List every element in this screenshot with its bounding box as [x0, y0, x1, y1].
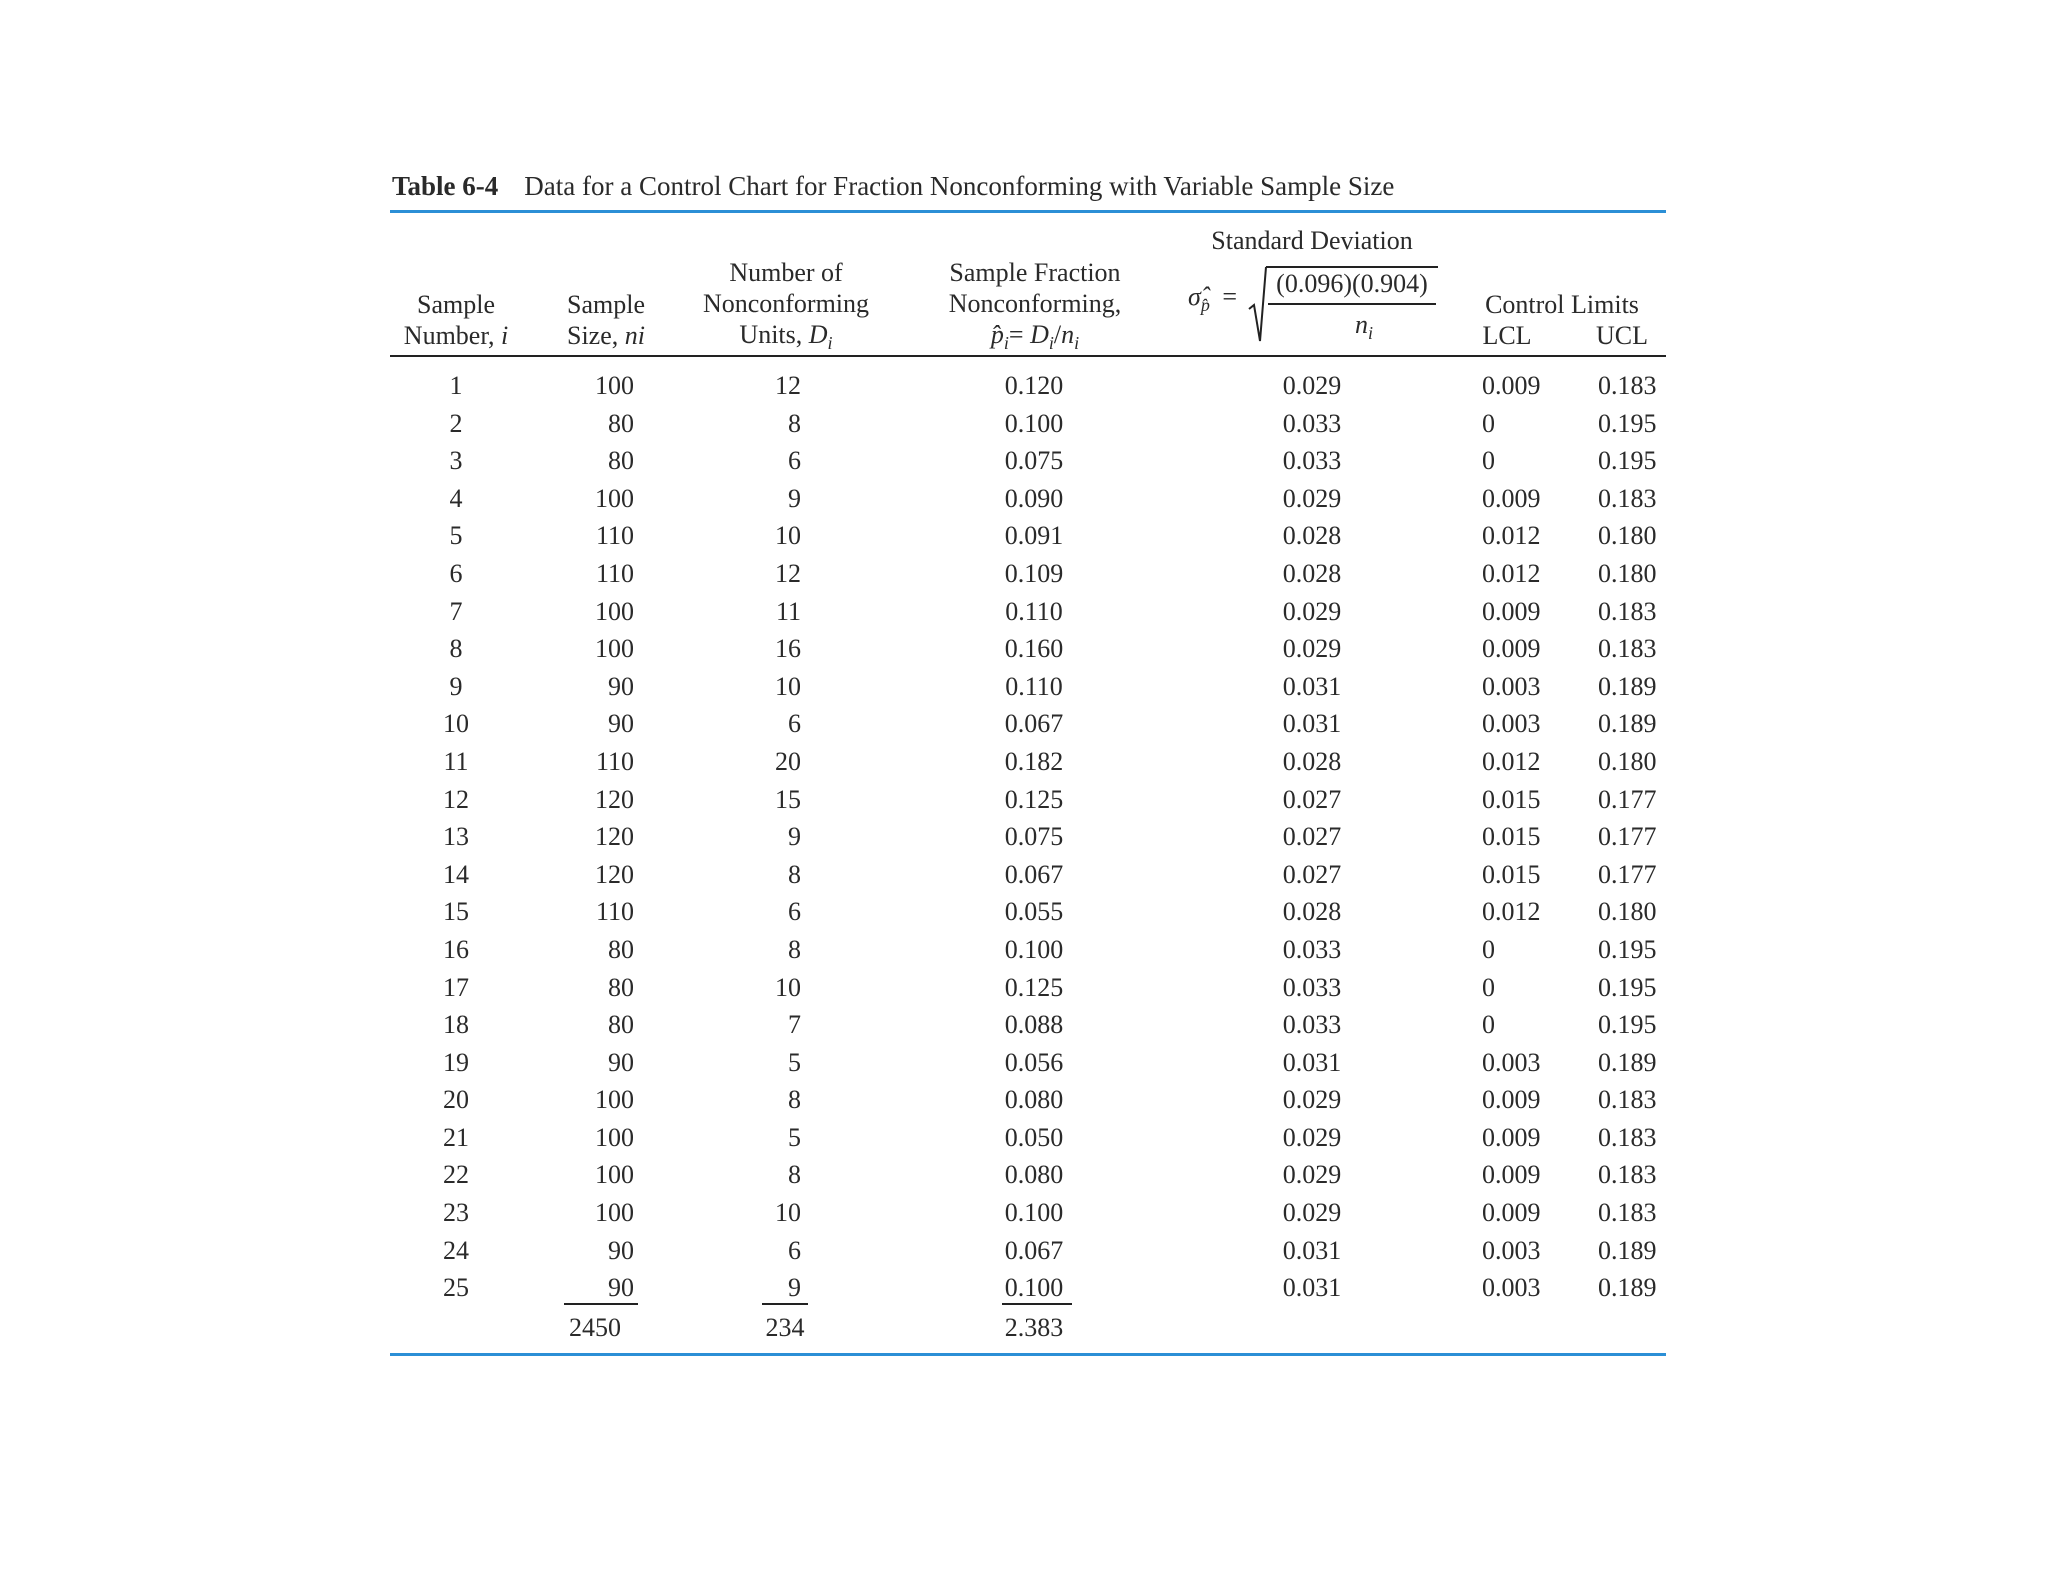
cell-fraction: 0.090	[1004, 483, 1064, 513]
cell-lcl: 0.015	[1482, 784, 1541, 814]
cell-sample-size: 80	[608, 972, 634, 1002]
table-row	[390, 743, 1666, 781]
cell-sample-size: 110	[595, 521, 634, 551]
cell-std-dev: 0.029	[1282, 1085, 1342, 1115]
table-row	[390, 856, 1666, 894]
cell-sample-size: 90	[608, 671, 634, 701]
cell-nonconforming: 10	[775, 521, 801, 551]
cell-ucl: 0.183	[1598, 1160, 1657, 1190]
cell-std-dev: 0.027	[1282, 784, 1342, 814]
cell-std-dev: 0.029	[1282, 371, 1342, 400]
table-row	[390, 1006, 1666, 1044]
sqrt-numerator: (0.096)(0.904)	[1276, 269, 1428, 298]
cell-lcl: 0	[1482, 408, 1495, 438]
cell-nonconforming: 15	[775, 784, 801, 814]
cell-sample-number: 21	[443, 1122, 469, 1152]
cell-nonconforming: 8	[788, 1160, 801, 1190]
cell-nonconforming: 8	[788, 1085, 801, 1115]
cell-lcl: 0.009	[1482, 634, 1541, 664]
cell-sample-size: 80	[608, 1010, 634, 1040]
cell-ucl: 0.183	[1598, 634, 1657, 664]
cell-lcl: 0.009	[1482, 1198, 1541, 1228]
header-ucl: UCL	[1596, 321, 1648, 350]
cell-std-dev: 0.033	[1282, 446, 1342, 476]
cell-nonconforming: 9	[788, 1273, 801, 1303]
cell-lcl: 0.009	[1482, 371, 1541, 400]
cell-sample-number: 16	[443, 934, 469, 964]
cell-std-dev: 0.027	[1282, 859, 1342, 889]
cell-std-dev: 0.027	[1282, 822, 1342, 852]
cell-nonconforming: 6	[788, 446, 801, 476]
cell-fraction: 0.182	[1004, 746, 1064, 776]
cell-std-dev: 0.033	[1282, 934, 1342, 964]
cell-sample-number: 7	[449, 596, 463, 626]
table-row	[390, 1081, 1666, 1119]
table-row	[390, 781, 1666, 819]
cell-fraction: 0.125	[1004, 972, 1064, 1002]
cell-ucl: 0.189	[1598, 1047, 1657, 1077]
table-document	[390, 168, 1666, 1356]
cell-nonconforming: 12	[775, 558, 801, 588]
table-row	[390, 442, 1666, 480]
table-row	[390, 367, 1666, 405]
cell-sample-number: 20	[443, 1085, 469, 1115]
table-row	[390, 1232, 1666, 1270]
cell-fraction: 0.110	[1005, 596, 1063, 626]
cell-lcl: 0.003	[1482, 1273, 1541, 1303]
cell-sample-number: 9	[449, 671, 463, 701]
header-sample-number-line2: Number, i	[403, 321, 509, 350]
cell-ucl: 0.189	[1598, 1273, 1657, 1303]
cell-nonconforming: 10	[775, 972, 801, 1002]
bottom-rule	[390, 1353, 1666, 1356]
cell-ucl: 0.183	[1598, 1198, 1657, 1228]
cell-lcl: 0.009	[1482, 596, 1541, 626]
cell-ucl: 0.195	[1598, 934, 1657, 964]
header-control-limits: Control Limits	[1485, 290, 1639, 319]
cell-lcl: 0.012	[1482, 521, 1541, 551]
cell-fraction: 0.075	[1004, 822, 1064, 852]
cell-nonconforming: 6	[788, 1235, 801, 1265]
table-body	[390, 357, 1666, 1307]
table-number: Table 6-4	[392, 171, 499, 201]
cell-sample-number: 11	[443, 746, 469, 776]
cell-ucl: 0.195	[1598, 972, 1657, 1002]
cell-sample-size: 100	[595, 634, 634, 664]
cell-sample-number: 22	[443, 1160, 469, 1190]
cell-fraction: 0.100	[1004, 1198, 1064, 1228]
cell-sample-number: 1	[449, 371, 463, 400]
cell-nonconforming: 8	[788, 859, 801, 889]
cell-ucl: 0.183	[1598, 371, 1657, 400]
sum-line-nonconforming	[762, 1303, 808, 1305]
table-row	[390, 705, 1666, 743]
cell-std-dev: 0.029	[1282, 1122, 1342, 1152]
cell-nonconforming: 10	[775, 1198, 801, 1228]
cell-ucl: 0.183	[1598, 1122, 1657, 1152]
header-nonconforming: Number of Nonconforming Units, $D_i$	[702, 258, 870, 353]
header-sample-fraction: Sample Fraction Nonconforming, $p̂_i= D_i/n_i$	[948, 258, 1122, 353]
cell-lcl: 0	[1482, 446, 1495, 476]
cell-fraction: 0.125	[1004, 784, 1064, 814]
cell-std-dev: 0.031	[1282, 1235, 1342, 1265]
cell-std-dev: 0.029	[1282, 483, 1342, 513]
cell-ucl: 0.195	[1598, 1010, 1657, 1040]
sqrt-sign	[1248, 265, 1268, 345]
cell-sample-number: 13	[443, 822, 469, 852]
cell-sample-size: 100	[595, 1085, 634, 1115]
table-row	[390, 1119, 1666, 1157]
cell-sample-size: 120	[595, 822, 634, 852]
table-row	[390, 818, 1666, 856]
cell-lcl: 0.003	[1482, 709, 1541, 739]
table-row	[390, 1156, 1666, 1194]
cell-ucl: 0.195	[1598, 408, 1657, 438]
cell-std-dev: 0.029	[1282, 1160, 1342, 1190]
cell-ucl: 0.183	[1598, 1085, 1657, 1115]
cell-nonconforming: 8	[788, 934, 801, 964]
cell-fraction: 0.080	[1004, 1085, 1064, 1115]
cell-sample-size: 100	[595, 1198, 634, 1228]
cell-sample-size: 80	[608, 408, 634, 438]
cell-sample-size: 100	[595, 596, 634, 626]
cell-lcl: 0.012	[1482, 746, 1541, 776]
table-row	[390, 593, 1666, 631]
cell-nonconforming: 5	[788, 1047, 801, 1077]
cell-sample-number: 12	[443, 784, 469, 814]
table-header	[390, 213, 1666, 355]
totals-row	[390, 1307, 1666, 1351]
cell-ucl: 0.189	[1598, 1235, 1657, 1265]
header-std-dev-title: Standard Deviation	[1211, 226, 1413, 255]
cell-ucl: 0.195	[1598, 446, 1657, 476]
cell-lcl: 0.003	[1482, 671, 1541, 701]
total-sample-size: 2450	[569, 1312, 621, 1342]
cell-fraction: 0.067	[1004, 709, 1064, 739]
table-row	[390, 405, 1666, 443]
cell-lcl: 0.015	[1482, 859, 1541, 889]
cell-sample-size: 100	[595, 371, 634, 400]
cell-nonconforming: 6	[788, 897, 801, 927]
cell-sample-size: 110	[595, 746, 634, 776]
cell-sample-size: 90	[608, 1047, 634, 1077]
cell-nonconforming: 11	[775, 596, 801, 626]
cell-sample-number: 24	[443, 1235, 469, 1265]
header-sample-size: Sample Size, ni	[567, 290, 645, 350]
table-row	[390, 480, 1666, 518]
cell-ucl: 0.180	[1598, 746, 1657, 776]
cell-fraction: 0.055	[1004, 897, 1064, 927]
cell-sample-number: 17	[443, 972, 469, 1002]
cell-ucl: 0.180	[1598, 521, 1657, 551]
cell-sample-number: 8	[449, 634, 463, 664]
cell-nonconforming: 8	[788, 408, 801, 438]
cell-ucl: 0.177	[1598, 784, 1657, 814]
table-row	[390, 555, 1666, 593]
cell-sample-number: 5	[449, 521, 463, 551]
cell-nonconforming: 9	[788, 822, 801, 852]
cell-lcl: 0.015	[1482, 822, 1541, 852]
cell-std-dev: 0.029	[1282, 634, 1342, 664]
cell-sample-size: 100	[595, 483, 634, 513]
cell-ucl: 0.183	[1598, 596, 1657, 626]
cell-sample-size: 120	[595, 859, 634, 889]
cell-std-dev: 0.031	[1282, 671, 1342, 701]
cell-fraction: 0.050	[1004, 1122, 1064, 1152]
cell-lcl: 0.009	[1482, 1122, 1541, 1152]
cell-lcl: 0	[1482, 972, 1495, 1002]
cell-sample-number: 10	[443, 709, 469, 739]
cell-sample-number: 18	[443, 1010, 469, 1040]
cell-std-dev: 0.033	[1282, 1010, 1342, 1040]
table-title: Data for a Control Chart for Fraction Nonconforming with Variable Sample Size	[524, 171, 1395, 201]
table-row	[390, 893, 1666, 931]
cell-lcl: 0.003	[1482, 1047, 1541, 1077]
cell-std-dev: 0.029	[1282, 596, 1342, 626]
cell-fraction: 0.075	[1004, 446, 1064, 476]
cell-sample-number: 6	[449, 558, 463, 588]
cell-fraction: 0.100	[1004, 408, 1064, 438]
cell-sample-number: 4	[449, 483, 463, 513]
cell-fraction: 0.088	[1004, 1010, 1064, 1040]
table-caption	[390, 168, 1666, 204]
cell-std-dev: 0.029	[1282, 1198, 1342, 1228]
cell-ucl: 0.177	[1598, 822, 1657, 852]
cell-ucl: 0.189	[1598, 671, 1657, 701]
sum-line-sample-size	[564, 1303, 638, 1305]
cell-lcl: 0.009	[1482, 1160, 1541, 1190]
cell-sample-size: 90	[608, 709, 634, 739]
table-row	[390, 969, 1666, 1007]
cell-std-dev: 0.031	[1282, 1047, 1342, 1077]
cell-std-dev: 0.031	[1282, 1273, 1342, 1303]
fraction-bar	[1268, 303, 1436, 305]
cell-sample-size: 80	[608, 446, 634, 476]
table-row	[390, 630, 1666, 668]
table-row	[390, 931, 1666, 969]
cell-ucl: 0.180	[1598, 897, 1657, 927]
sqrt-denominator: $n_i$	[1354, 310, 1374, 343]
cell-std-dev: 0.031	[1282, 709, 1342, 739]
cell-lcl: 0.012	[1482, 558, 1541, 588]
cell-fraction: 0.067	[1004, 859, 1064, 889]
cell-ucl: 0.180	[1598, 558, 1657, 588]
cell-std-dev: 0.033	[1282, 408, 1342, 438]
cell-lcl: 0.012	[1482, 897, 1541, 927]
total-nonconforming: 234	[765, 1312, 805, 1342]
cell-lcl: 0	[1482, 934, 1495, 964]
table-row	[390, 1269, 1666, 1307]
cell-fraction: 0.109	[1004, 558, 1064, 588]
total-fraction: 2.383	[1004, 1312, 1064, 1342]
cell-ucl: 0.177	[1598, 859, 1657, 889]
cell-sample-number: 3	[449, 446, 463, 476]
cell-sample-number: 25	[443, 1273, 469, 1303]
cell-std-dev: 0.028	[1282, 558, 1342, 588]
cell-std-dev: 0.028	[1282, 746, 1342, 776]
header-sample-number: Sample Number, i	[403, 290, 509, 350]
cell-fraction: 0.091	[1004, 521, 1064, 551]
cell-std-dev: 0.028	[1282, 521, 1342, 551]
cell-sample-size: 120	[595, 784, 634, 814]
table-row	[390, 1194, 1666, 1232]
cell-lcl: 0	[1482, 1010, 1495, 1040]
cell-sample-size: 100	[595, 1160, 634, 1190]
cell-fraction: 0.080	[1004, 1160, 1064, 1190]
cell-sample-number: 15	[443, 897, 469, 927]
cell-fraction: 0.120	[1004, 371, 1064, 400]
cell-nonconforming: 5	[788, 1122, 801, 1152]
cell-sample-size: 90	[608, 1273, 634, 1303]
cell-sample-size: 80	[608, 934, 634, 964]
cell-sample-number: 2	[449, 408, 463, 438]
header-std-dev-formula: $\sigmâ_{p̂}$ =	[1188, 282, 1237, 315]
cell-nonconforming: 6	[788, 709, 801, 739]
cell-nonconforming: 10	[775, 671, 801, 701]
table-row	[390, 517, 1666, 555]
cell-fraction: 0.100	[1004, 1273, 1064, 1303]
cell-lcl: 0.009	[1482, 483, 1541, 513]
cell-lcl: 0.003	[1482, 1235, 1541, 1265]
cell-lcl: 0.009	[1482, 1085, 1541, 1115]
cell-nonconforming: 9	[788, 483, 801, 513]
cell-nonconforming: 12	[775, 371, 801, 400]
header-lcl: LCL	[1482, 321, 1532, 350]
cell-fraction: 0.160	[1004, 634, 1064, 664]
cell-ucl: 0.183	[1598, 483, 1657, 513]
cell-sample-size: 100	[595, 1122, 634, 1152]
cell-fraction: 0.100	[1004, 934, 1064, 964]
sqrt-vinculum	[1266, 266, 1438, 268]
cell-fraction: 0.067	[1004, 1235, 1064, 1265]
cell-nonconforming: 16	[775, 634, 801, 664]
cell-fraction: 0.110	[1005, 671, 1063, 701]
cell-sample-size: 110	[595, 558, 634, 588]
cell-sample-number: 19	[443, 1047, 469, 1077]
cell-fraction: 0.056	[1004, 1047, 1064, 1077]
cell-std-dev: 0.033	[1282, 972, 1342, 1002]
cell-nonconforming: 20	[775, 746, 801, 776]
cell-sample-size: 110	[595, 897, 634, 927]
table-row	[390, 1044, 1666, 1082]
cell-ucl: 0.189	[1598, 709, 1657, 739]
cell-sample-size: 90	[608, 1235, 634, 1265]
cell-sample-number: 23	[443, 1198, 469, 1228]
sum-line-fraction	[1002, 1303, 1072, 1305]
table-row	[390, 668, 1666, 706]
cell-nonconforming: 7	[788, 1010, 801, 1040]
cell-sample-number: 14	[443, 859, 469, 889]
cell-std-dev: 0.028	[1282, 897, 1342, 927]
